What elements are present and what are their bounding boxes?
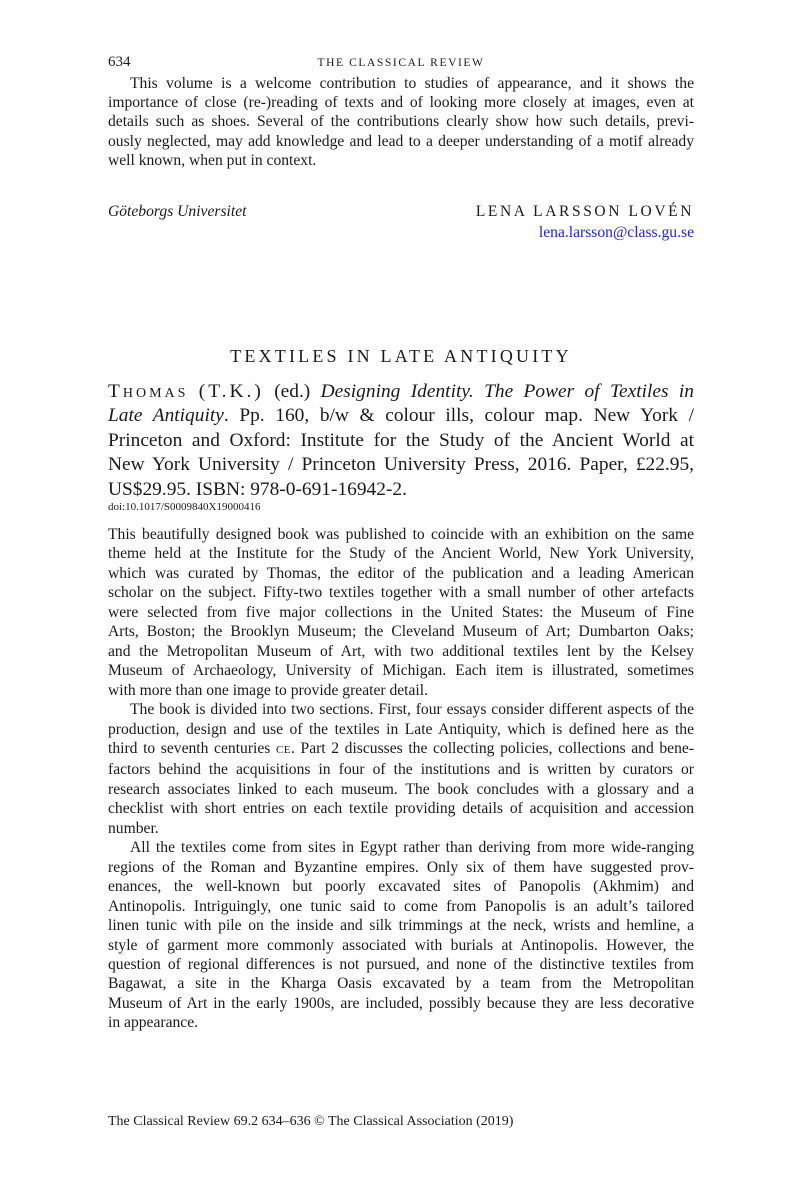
book-author: Thomas: [108, 381, 189, 402]
text-line: well known, when put in context.: [108, 151, 317, 169]
text-line: Arts, Boston; the Brooklyn Museum; the Cleveland Museum of Art; Dumbarton Oaks;: [108, 623, 694, 641]
citation-line: [108, 404, 694, 428]
book-citation: [108, 380, 694, 502]
review-body: [108, 525, 694, 1033]
text-line: Antinopolis. Intriguingly, one tunic said to come from Panopolis is an adult’s tailored: [108, 897, 694, 915]
doi: doi:10.1017/S0009840X19000416: [108, 501, 261, 513]
text-line: scholar on the subject. Fifty-two textiles together with a small number of other artefacts: [108, 584, 694, 602]
text-line: checklist with short entries on each textile providing details of acquisition and accession: [108, 800, 694, 818]
text-line: theme held at the Institute for the Study of the Ancient World, New York University,: [108, 545, 694, 563]
book-title: Designing Identity. The Power of Textiles in: [320, 381, 694, 402]
text-line: and the Metropolitan Museum of Art, with two additional textiles lent by the Kelsey: [108, 642, 694, 660]
text-line: Museum of Art in the early 1900s, are included, possibly because they are less decorative: [108, 994, 694, 1012]
text-line: enances, the well-known but poorly excavated sites of Panopolis (Akhmim) and: [108, 878, 694, 896]
page-footer-citation: The Classical Review 69.2 634–636 © The Classical Association (2019): [108, 1114, 514, 1129]
citation-line: New York University / Princeton University Press, 2016. Paper, £22.95,: [108, 454, 694, 476]
text-line: This beautifully designed book was published to coincide with an exhibition on the same: [108, 526, 694, 543]
era-abbreviation: CE: [275, 743, 292, 756]
text-line: [108, 739, 694, 760]
editor-marker: (ed.): [263, 381, 321, 402]
text-line: style of garment more commonly associated with burials at Antinopolis. However, the: [108, 936, 694, 954]
journal-running-title: THE CLASSICAL REVIEW: [317, 57, 485, 69]
text-line: importance of close (re-)reading of texts and of looking more closely at images, even at: [108, 94, 694, 112]
book-title-continued: Late Antiquity: [108, 405, 224, 427]
previous-review-closing-paragraph: [108, 74, 694, 170]
citation-line: [108, 380, 694, 404]
text-line: Museum of Archaeology, University of Michigan. Each item is illustrated, sometimes: [108, 662, 694, 680]
page-number: 634: [108, 54, 131, 70]
author-initials: (T.K.): [198, 381, 264, 402]
reviewer-email-link[interactable]: lena.larsson@class.gu.se: [538, 224, 694, 241]
reviewer-name: LENA LARSSON LOVÉN: [475, 203, 694, 220]
citation-line: Princeton and Oxford: Institute for the Study of the Ancient World at: [108, 429, 694, 451]
text-line: in appearance.: [108, 1014, 199, 1032]
text-line: Bagawat, a site in the Kharga Oasis excavated by a team from the Metropolitan: [108, 975, 694, 993]
citation-details: . Pp. 160, b/w & colour ills, colour map. New York /: [223, 405, 695, 427]
reviewer-institution: Göteborgs Universitet: [108, 203, 247, 220]
text-line: with more than one image to provide greater detail.: [108, 681, 428, 699]
section-title: TEXTILES IN LATE ANTIQUITY: [230, 346, 572, 366]
text-line: factors behind the acquisitions in four of the institutions and is written by curators or: [108, 761, 694, 779]
text-line: This volume is a welcome contribution to studies of appearance, and it shows the: [130, 75, 694, 92]
text-line: research associates linked to each museum. The book concludes with a glossary and a: [108, 780, 694, 798]
citation-line: US$29.95. ISBN: 978-0-691-16942-2.: [108, 478, 407, 500]
text-segment: . Part 2 discusses the collecting policies, collections and bene-: [291, 739, 695, 757]
text-line: All the textiles come from sites in Egypt rather than deriving from more wide-ranging: [130, 839, 694, 857]
text-line: The book is divided into two sections. First, four essays consider different aspects of the: [130, 701, 694, 719]
text-line: were selected from five major collections in the United States: the Museum of Fine: [108, 603, 694, 621]
text-line: production, design and use of the textiles in Late Antiquity, which is defined here as the: [108, 720, 694, 738]
text-line: ously neglected, may add knowledge and lead to a deeper understanding of a motif already: [108, 132, 694, 150]
text-line: linen tunic with pile on the inside and silk trimmings at the neck, wrists and hemline, a: [108, 917, 694, 935]
text-line: regions of the Roman and Byzantine empires. Only six of them have suggested prov-: [108, 858, 694, 876]
text-line: which was curated by Thomas, the editor of the publication and a leading American: [108, 564, 694, 582]
text-line: question of regional differences is not pursued, and none of the distinctive textiles from: [108, 955, 694, 973]
text-segment: third to seventh centuries: [108, 739, 276, 757]
text-line: number.: [108, 819, 159, 837]
text-line: details such as shoes. Several of the contributions clearly show how such details, previ-: [108, 113, 694, 131]
